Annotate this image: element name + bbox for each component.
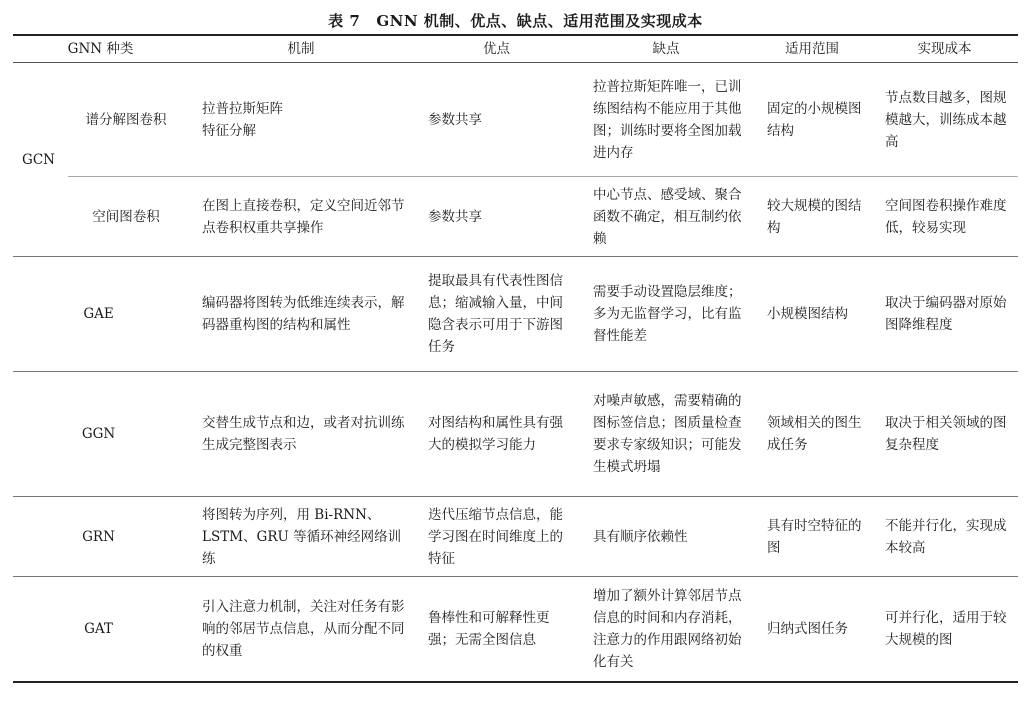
scope-cell: 具有时空特征的图 bbox=[753, 497, 871, 577]
cons-cell: 对噪声敏感，需要精确的图标签信息；图质量检查要求专家级知识；可能发生模式坍塌 bbox=[579, 372, 753, 497]
scope-cell: 固定的小规模图结构 bbox=[753, 63, 871, 177]
cost-cell: 节点数目越多，图规模越大，训练成本越高 bbox=[871, 63, 1018, 177]
mechanism-cell: 编码器将图转为低维连续表示，解码器重构图的结构和属性 bbox=[188, 257, 414, 372]
gcn-subtype-spectral: 谱分解图卷积 bbox=[68, 63, 188, 177]
gcn-subtype-spatial: 空间图卷积 bbox=[68, 177, 188, 257]
gnn-type-gae: GAE bbox=[13, 257, 188, 372]
cons-cell: 需要手动设置隐层维度；多为无监督学习，比有监督性能差 bbox=[579, 257, 753, 372]
mechanism-cell: 将图转为序列，用 Bi-RNN、LSTM、GRU 等循环神经网络训练 bbox=[188, 497, 414, 577]
cons-cell: 中心节点、感受域、聚合函数不确定，相互制约依赖 bbox=[579, 177, 753, 257]
mechanism-cell: 拉普拉斯矩阵 特征分解 bbox=[188, 63, 414, 177]
pros-cell: 对图结构和属性具有强大的模拟学习能力 bbox=[414, 372, 579, 497]
header-pros: 优点 bbox=[414, 35, 579, 63]
pros-cell: 提取最具有代表性图信息；缩减输入量，中间隐含表示可用于下游图任务 bbox=[414, 257, 579, 372]
cons-cell: 具有顺序依赖性 bbox=[579, 497, 753, 577]
cost-cell: 取决于相关领域的图复杂程度 bbox=[871, 372, 1018, 497]
table-row-gcn-spatial bbox=[13, 177, 1018, 257]
pros-cell: 鲁棒性和可解释性更强；无需全图信息 bbox=[414, 577, 579, 683]
header-scope: 适用范围 bbox=[753, 35, 871, 63]
header-row bbox=[13, 35, 1018, 63]
gnn-comparison-table bbox=[13, 34, 1018, 683]
gnn-type-ggn: GGN bbox=[13, 372, 188, 497]
header-cons: 缺点 bbox=[579, 35, 753, 63]
gnn-type-grn: GRN bbox=[13, 497, 188, 577]
mechanism-cell: 在图上直接卷积，定义空间近邻节点卷积权重共享操作 bbox=[188, 177, 414, 257]
header-cost: 实现成本 bbox=[871, 35, 1018, 63]
pros-cell: 迭代压缩节点信息，能学习图在时间维度上的特征 bbox=[414, 497, 579, 577]
table-row-gcn-spectral bbox=[13, 63, 1018, 177]
pros-cell: 参数共享 bbox=[414, 63, 579, 177]
mechanism-cell: 引入注意力机制，关注对任务有影响的邻居节点信息，从而分配不同的权重 bbox=[188, 577, 414, 683]
cons-cell: 增加了额外计算邻居节点信息的时间和内存消耗，注意力的作用跟网络初始化有关 bbox=[579, 577, 753, 683]
cost-cell: 取决于编码器对原始图降维程度 bbox=[871, 257, 1018, 372]
header-mechanism: 机制 bbox=[188, 35, 414, 63]
cost-cell: 不能并行化，实现成本较高 bbox=[871, 497, 1018, 577]
mechanism-cell: 交替生成节点和边，或者对抗训练生成完整图表示 bbox=[188, 372, 414, 497]
table-caption bbox=[0, 10, 1031, 31]
cost-cell: 空间图卷积操作难度低，较易实现 bbox=[871, 177, 1018, 257]
table-row-grn bbox=[13, 497, 1018, 577]
cons-cell: 拉普拉斯矩阵唯一，已训练图结构不能应用于其他图；训练时要将全图加载进内存 bbox=[579, 63, 753, 177]
table-title: GNN 机制、优点、缺点、适用范围及实现成本 bbox=[376, 12, 703, 30]
scope-cell: 较大规模的图结构 bbox=[753, 177, 871, 257]
table-row-gat bbox=[13, 577, 1018, 683]
scope-cell: 归纳式图任务 bbox=[753, 577, 871, 683]
table-row-ggn bbox=[13, 372, 1018, 497]
gnn-type-gcn: GCN bbox=[13, 63, 68, 257]
scope-cell: 小规模图结构 bbox=[753, 257, 871, 372]
table-row-gae bbox=[13, 257, 1018, 372]
table-number: 表 7 bbox=[328, 12, 361, 30]
scope-cell: 领域相关的图生成任务 bbox=[753, 372, 871, 497]
gnn-type-gat: GAT bbox=[13, 577, 188, 683]
cost-cell: 可并行化，适用于较大规模的图 bbox=[871, 577, 1018, 683]
pros-cell: 参数共享 bbox=[414, 177, 579, 257]
header-gnn-type: GNN 种类 bbox=[13, 35, 188, 63]
